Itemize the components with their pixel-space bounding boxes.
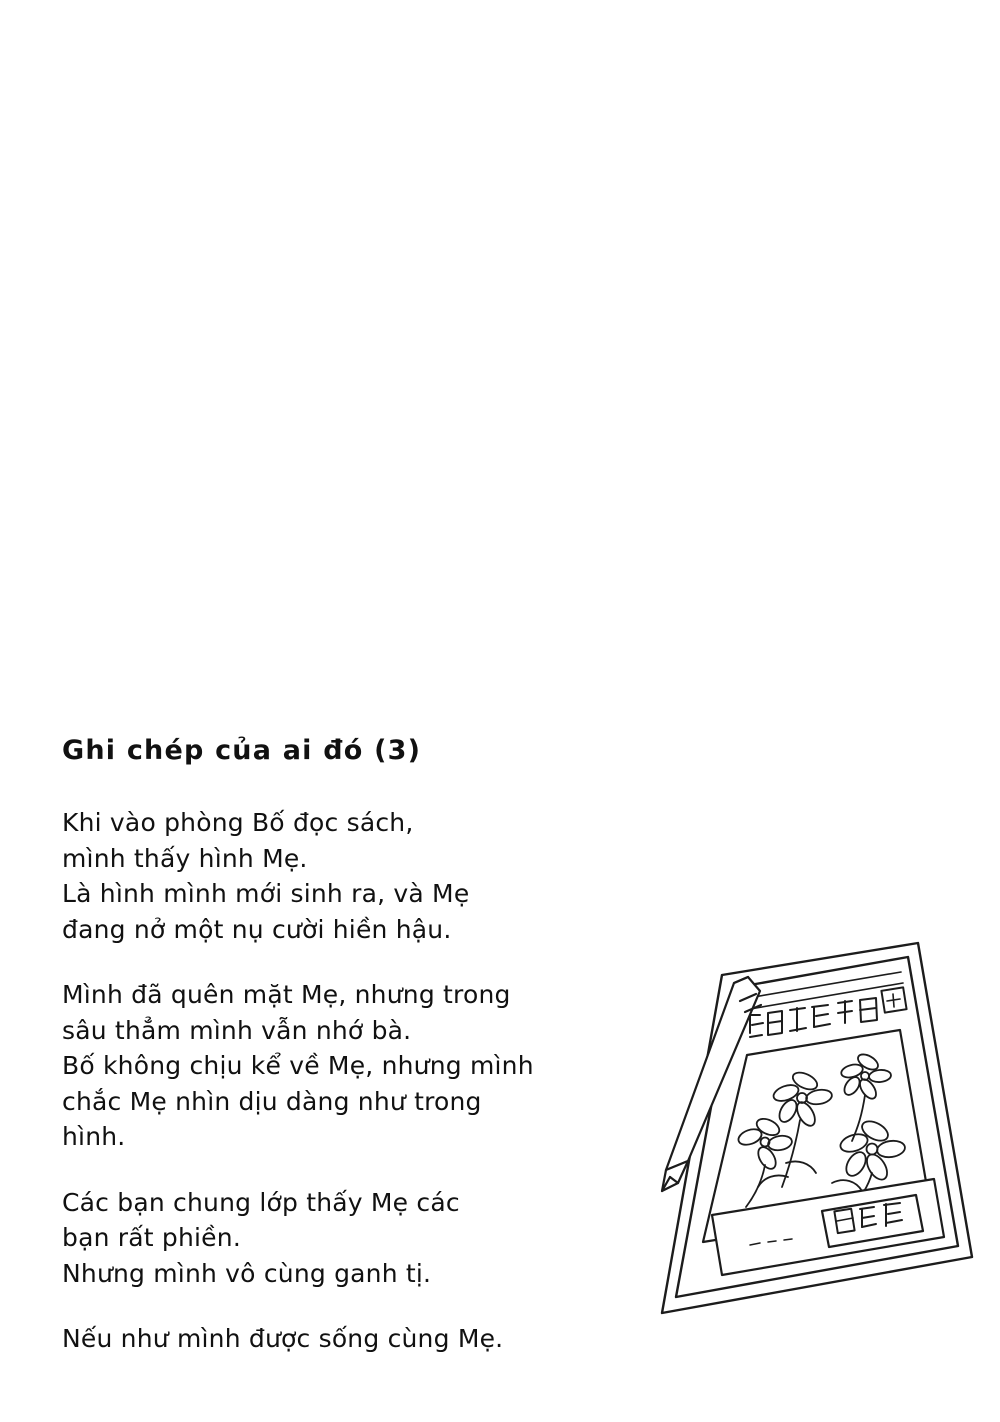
text-line: Nhưng mình vô cùng ganh tị. (62, 1258, 432, 1288)
text-line: Nếu như mình được sống cùng Mẹ. (62, 1324, 504, 1354)
text-line: Các bạn chung lớp thấy Mẹ các (62, 1187, 460, 1217)
paragraph-3 (62, 1185, 622, 1292)
text-line: Mình đã quên mặt Mẹ, nhưng trong (62, 980, 511, 1010)
page-title: Ghi chép của ai đó (3) (62, 735, 422, 766)
text-line: sâu thẳm mình vẫn nhớ bà. (62, 1015, 412, 1045)
text-line: Là hình mình mới sinh ra, và Mẹ (62, 879, 470, 909)
text-line: hình. (62, 1122, 126, 1152)
text-line: đang nở một nụ cười hiền hậu. (62, 914, 452, 944)
text-line: chắc Mẹ nhìn dịu dàng như trong (62, 1086, 482, 1116)
paragraph-2 (62, 977, 622, 1155)
text-line: Bố không chịu kể về Mẹ, nhưng mình (62, 1051, 534, 1081)
notebook-illustration (600, 915, 1000, 1335)
paragraph-4 (62, 1321, 622, 1357)
text-line: Khi vào phòng Bố đọc sách, (62, 808, 414, 838)
text-line: bạn rất phiền. (62, 1223, 241, 1253)
paragraph-1 (62, 805, 622, 947)
text-line: mình thấy hình Mẹ. (62, 843, 308, 873)
diary-text-column (62, 735, 622, 1357)
